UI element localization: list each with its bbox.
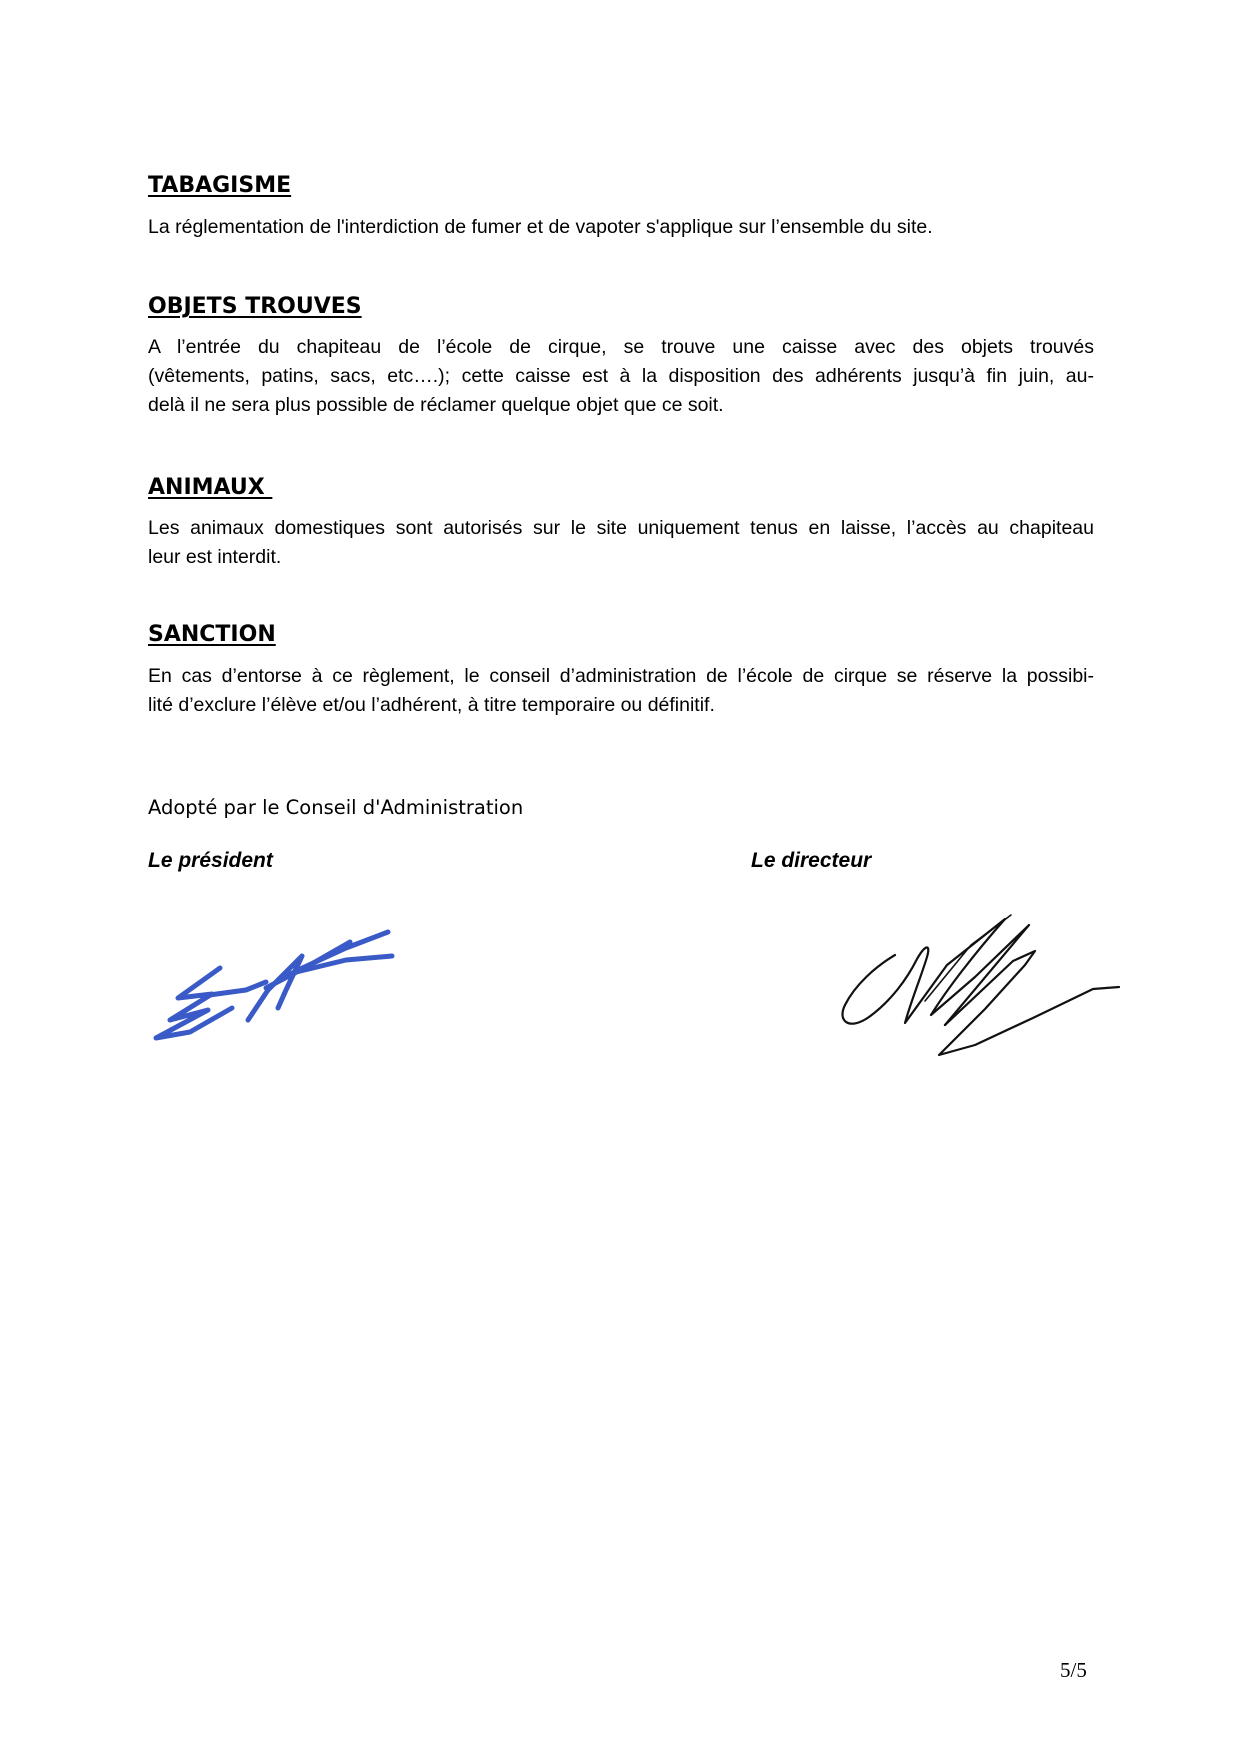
president-label: Le président	[148, 849, 273, 872]
page-number: 5/5	[1060, 1658, 1087, 1682]
section-text-tabagisme	[148, 213, 1094, 242]
section-title-sanction: SANCTION	[148, 622, 276, 647]
adopted-statement: Adopté par le Conseil d'Administration	[148, 796, 524, 819]
section-title-tabagisme: TABAGISME	[148, 173, 292, 198]
section-text-animaux	[148, 514, 1094, 572]
president-signature-strokes	[156, 932, 392, 1038]
text-line: En cas d’entorse à ce règlement, le conseil d’administration de l’école de cirque se réserve la possibi-	[148, 665, 1094, 687]
text-line: A l’entrée du chapiteau de l’école de cirque, se trouve une caisse avec des objets trouvés	[148, 336, 1094, 358]
signature-stroke	[202, 982, 266, 996]
signature-stroke	[298, 932, 388, 970]
section-title-animaux: ANIMAUX	[148, 475, 273, 500]
director-signature	[835, 905, 1125, 1075]
signature-stroke	[156, 968, 232, 1038]
text-line: La réglementation de l'interdiction de fumer et de vapoter s'applique sur l’ensemble du site.	[148, 216, 933, 238]
section-title-objets-trouves: OBJETS TROUVES	[148, 294, 362, 319]
text-line: leur est interdit.	[148, 546, 282, 568]
text-line: lité d’exclure l’élève et/ou l’adhérent, à titre temporaire ou définitif.	[148, 694, 715, 716]
director-signature-strokes	[842, 915, 1119, 1055]
section-text-sanction	[148, 662, 1094, 720]
text-line: delà il ne sera plus possible de réclamer quelque objet que ce soit.	[148, 394, 724, 416]
director-label: Le directeur	[751, 849, 872, 872]
text-line: Les animaux domestiques sont autorisés sur le site uniquement tenus en laisse, l’accès au chapiteau	[148, 517, 1094, 539]
president-signature	[150, 920, 410, 1050]
section-text-objets-trouves	[148, 333, 1094, 420]
text-line: (vêtements, patins, sacs, etc….); cette caisse est à la disposition des adhérents jusqu’à fin juin, au-	[148, 365, 1094, 387]
